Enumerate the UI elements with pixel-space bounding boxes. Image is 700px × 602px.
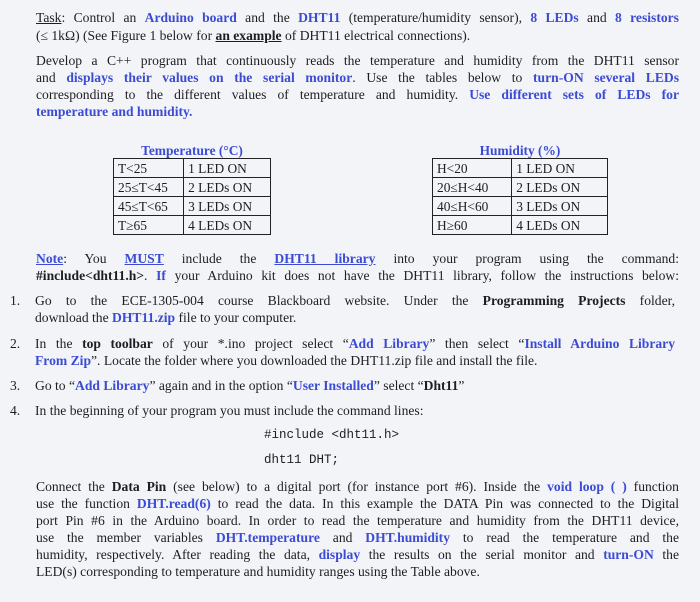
table-cell: 1 LED ON <box>184 159 271 178</box>
highlight: If <box>156 268 166 283</box>
table-cell: 20≤H<40 <box>433 178 512 197</box>
text: the <box>653 547 679 562</box>
table-cell: 25≤T<45 <box>114 178 184 197</box>
table-row <box>114 159 271 178</box>
highlight: display <box>318 547 361 562</box>
text: of DHT11 electrical connections). <box>281 28 471 43</box>
table-cell: 3 LEDs ON <box>512 197 608 216</box>
highlight: turn-ON several LEDs <box>533 70 680 85</box>
highlight: DHT.temperature <box>215 530 320 545</box>
table-cell: H<20 <box>433 159 512 178</box>
text: (temperature/humidity sensor), <box>340 10 531 25</box>
text: Connect the <box>36 479 112 494</box>
text: In the <box>35 336 83 351</box>
step-number: 3. <box>10 378 21 393</box>
connect-line-4 <box>36 529 679 546</box>
step-2-line-1 <box>35 335 675 352</box>
step-number: 4. <box>10 403 21 418</box>
code-include-line: #include <dht11.h> <box>264 428 400 442</box>
code-declaration-line: dht11 DHT; <box>264 453 340 467</box>
text: humidity, respectively. After reading the data, <box>36 547 319 562</box>
table-cell: T≥65 <box>114 216 184 235</box>
emphasis: #include<dht11.h> <box>36 268 145 283</box>
table-cell: 2 LEDs ON <box>184 178 271 197</box>
task-label: Task <box>36 10 62 25</box>
step-2-line-2 <box>35 352 675 369</box>
emphasis: an example <box>215 28 282 43</box>
text: use the function <box>36 496 137 511</box>
highlight: displays their values on the serial monitor <box>66 70 353 85</box>
text: (≤ 1kΩ) (See Figure 1 below for <box>36 28 216 43</box>
table-cell: 40≤H<60 <box>433 197 512 216</box>
table-cell: 4 LEDs ON <box>184 216 271 235</box>
highlight: DHT.humidity <box>365 530 451 545</box>
text: include the <box>163 251 275 266</box>
text: ” again and in the option “ <box>149 378 293 393</box>
table-cell: T<25 <box>114 159 184 178</box>
text: use the member variables <box>36 530 216 545</box>
emphasis: Data Pin <box>111 479 167 494</box>
note-line-2 <box>36 267 679 284</box>
table-title: Humidity (%) <box>479 142 561 158</box>
text: to read the temperature and the <box>450 530 679 545</box>
text: file to your computer. <box>175 310 297 325</box>
dht11-library-link[interactable]: DHT11 library <box>274 251 376 266</box>
step-4-line-1: In the beginning of your program you must include the command lines: <box>35 403 424 418</box>
table-row <box>114 216 271 235</box>
table-row <box>433 197 608 216</box>
develop-line-1: Develop a C++ program that continuously reads the temperature and humidity from the DHT11 sensor <box>36 53 679 68</box>
table-row <box>433 159 608 178</box>
table-row <box>114 197 271 216</box>
table-cell: 2 LEDs ON <box>512 178 608 197</box>
table-cell: H≥60 <box>433 216 512 235</box>
note-line-1 <box>36 250 679 267</box>
text: and <box>578 10 616 25</box>
text: to read the data. In this example the DATA Pin was connected to the Digital <box>210 496 679 511</box>
emphasis: Dht11 <box>423 378 459 393</box>
table-title: Temperature (°C) <box>141 142 243 158</box>
highlight: 8 LEDs <box>530 10 579 25</box>
text: ” then select “ <box>429 336 525 351</box>
step-number: 2. <box>10 336 21 351</box>
table-cell: 1 LED ON <box>512 159 608 178</box>
text: of your *.ino project select “ <box>152 336 349 351</box>
table-cell: 45≤T<65 <box>114 197 184 216</box>
text: ”. Locate the folder where you downloaded the DHT11.zip file and install the file. <box>91 353 538 368</box>
humidity-table-title <box>433 142 608 159</box>
highlight: MUST <box>124 251 164 266</box>
highlight: void loop ( ) <box>547 479 627 494</box>
table-cell: 3 LEDs ON <box>184 197 271 216</box>
highlight: DHT11 <box>298 10 341 25</box>
step-1-line-1 <box>35 292 675 309</box>
table-row <box>433 216 608 235</box>
table-row <box>433 178 608 197</box>
text: . Use the tables below to <box>352 70 534 85</box>
humidity-table <box>432 142 608 235</box>
step-3-line-1 <box>35 377 675 394</box>
highlight: 8 resistors <box>615 10 679 25</box>
emphasis: top toolbar <box>82 336 153 351</box>
highlight: temperature and humidity. <box>36 104 193 119</box>
connect-line-2 <box>36 495 679 512</box>
highlight: Add Library <box>75 378 150 393</box>
text: : Control an <box>61 10 145 25</box>
text: function <box>626 479 679 494</box>
text: into your program using the command: <box>375 251 679 266</box>
develop-line-4 <box>36 103 679 120</box>
highlight: Arduino board <box>144 10 237 25</box>
connect-line-6: LED(s) corresponding to temperature and humidity ranges using the Table above. <box>36 564 480 579</box>
text: your Arduino kit does not have the DHT11 library, follow the instructions below: <box>165 268 679 283</box>
text: and <box>319 530 366 545</box>
temperature-table <box>113 142 271 235</box>
table-row <box>114 178 271 197</box>
text: download the <box>35 310 113 325</box>
text: : You <box>63 251 125 266</box>
text: folder, <box>625 293 675 308</box>
highlight: DHT.read(6) <box>136 496 211 511</box>
highlight: Use different sets of LEDs for <box>469 87 679 102</box>
text: . <box>144 268 157 283</box>
text: ” <box>458 378 465 393</box>
task-line-2 <box>36 27 679 44</box>
task-line-1 <box>36 9 679 26</box>
step-number: 1. <box>10 293 21 308</box>
table-cell: 4 LEDs ON <box>512 216 608 235</box>
highlight: From Zip <box>35 353 92 368</box>
highlight: User Installed <box>292 378 374 393</box>
highlight: turn-ON <box>603 547 654 562</box>
highlight: Install Arduino Library <box>524 336 676 351</box>
text: corresponding to the different values of temperature and humidity. <box>36 87 470 102</box>
text: the results on the serial monitor and <box>360 547 604 562</box>
step-1-line-2 <box>35 309 675 326</box>
text: and the <box>236 10 299 25</box>
temperature-table-title <box>114 142 271 159</box>
connect-line-5 <box>36 546 679 563</box>
text: Go to “ <box>35 378 76 393</box>
text: ” select “ <box>373 378 424 393</box>
connect-line-1 <box>36 478 679 495</box>
highlight: DHT11.zip <box>112 310 176 325</box>
note-label: Note <box>36 251 64 266</box>
text: (see below) to a digital port (for instance port #6). Inside the <box>166 479 548 494</box>
develop-line-3 <box>36 86 679 103</box>
emphasis: Programming Projects <box>482 293 626 308</box>
develop-line-2 <box>36 69 679 86</box>
text: and <box>36 70 67 85</box>
connect-line-3: port Pin #6 in the Arduino board. In order to read the temperature and humidity from the DHT11 device, <box>36 513 679 528</box>
highlight: Add Library <box>348 336 430 351</box>
text: Go to the ECE-1305-004 course Blackboard website. Under the <box>35 293 483 308</box>
